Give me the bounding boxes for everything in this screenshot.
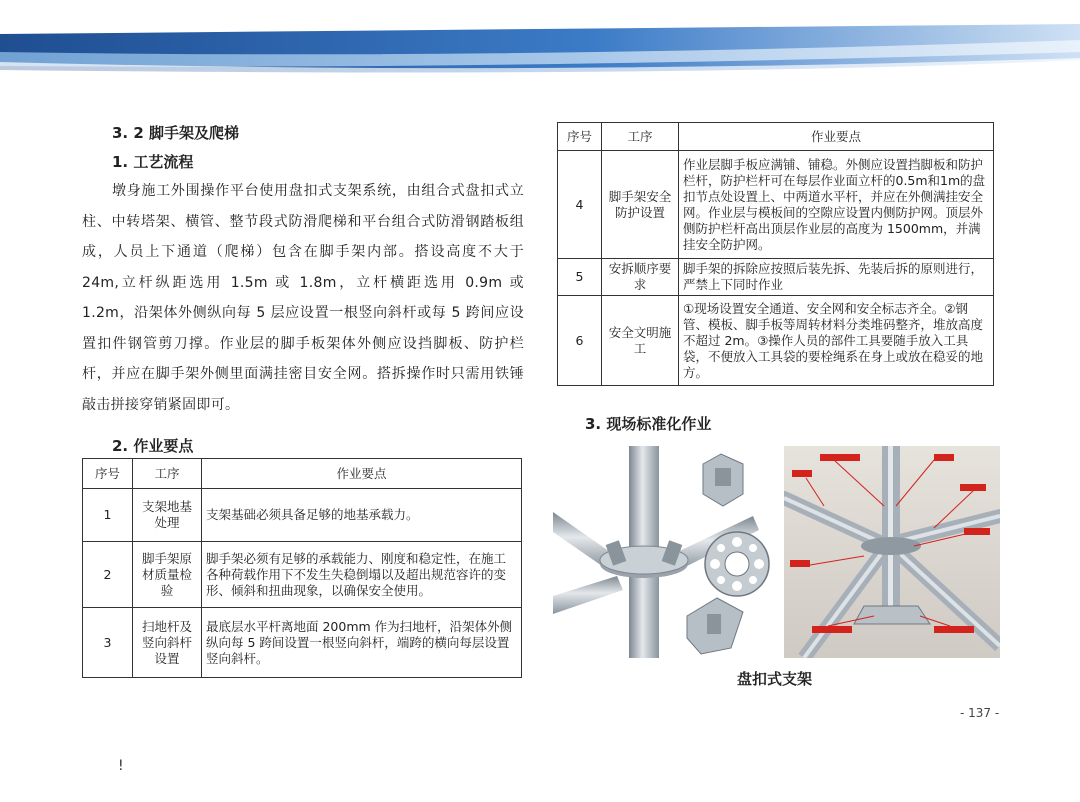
scaffold-node-photo [553,446,777,658]
table-row [558,296,994,386]
process-title: 1. 工艺流程 [112,153,194,171]
page-number: - 137 - [960,706,1000,720]
row-no: 5 [558,259,602,296]
row-key: ①现场设置安全通道、安全网和安全标志齐全。②钢管、模板、脚手板等周转材料分类堆码整齐，堆放高度不超过 2m。③操作人员的部件工具要随手放入工具袋，不便放入工具袋的要栓绳系在身上或放在稳妥的地方。 [679,296,994,386]
photo-caption: 盘扣式支架 [737,670,813,688]
row-no: 3 [83,608,133,678]
header-step: 工序 [133,459,202,489]
table-row [83,489,522,542]
table-header-row [558,123,994,151]
row-no: 2 [83,542,133,608]
row-no: 4 [558,151,602,259]
key-points-table-2 [557,122,994,386]
table-row [83,608,522,678]
row-key: 最底层水平杆离地面 200mm 作为扫地杆，沿架体外侧纵向每 5 跨间设置一根竖向斜杆，端跨的横向每层设置竖向斜杆。 [202,608,522,678]
row-step: 安全文明施工 [602,296,679,386]
section-title: 3. 2 脚手架及爬梯 [112,124,240,142]
header-key: 作业要点 [202,459,522,489]
table-row [558,259,994,296]
table-row [83,542,522,608]
row-key: 作业层脚手板应满铺、铺稳。外侧应设置挡脚板和防护栏杆，防护栏杆可在每层作业面立杆的0.5m和1m的盘扣节点处设置上、中两道水平杆，并应在外侧满挂安全网。作业层与模板间的空隙应设置内侧防护网。顶层外侧防护栏杆高出顶层作业层的高度为 1500mm，并满挂安全防护网。 [679,151,994,259]
row-step: 安拆顺序要求 [602,259,679,296]
row-key: 支架基础必须具备足够的地基承载力。 [202,489,522,542]
table-row [558,151,994,259]
row-step: 脚手架安全防护设置 [602,151,679,259]
header-no: 序号 [558,123,602,151]
row-no: 6 [558,296,602,386]
header-step: 工序 [602,123,679,151]
row-step: 支架地基处理 [133,489,202,542]
header-banner [0,0,1080,80]
row-step: 脚手架原材质量检验 [133,542,202,608]
key-points-table-1 [82,458,522,678]
row-no: 1 [83,489,133,542]
row-key: 脚手架必须有足够的承载能力、刚度和稳定性，在施工各种荷载作用下不发生失稳倒塌以及超出规范容许的变形、倾斜和扭曲现象，以确保安全使用。 [202,542,522,608]
scaffold-joint-photo [784,446,1000,658]
key-points-title: 2. 作业要点 [112,437,194,455]
standard-work-title: 3. 现场标准化作业 [585,415,712,433]
row-step: 扫地杆及竖向斜杆设置 [133,608,202,678]
header-key: 作业要点 [679,123,994,151]
row-key: 脚手架的拆除应按照后装先拆、先装后拆的原则进行，严禁上下同时作业 [679,259,994,296]
header-no: 序号 [83,459,133,489]
process-paragraph: 墩身施工外围操作平台使用盘扣式支架系统，由组合式盘扣式立柱、中转塔架、横管、整节段式防滑爬梯和平台组合式防滑钢踏板组成，人员上下通道（爬梯）包含在脚手架内部。搭设高度不大于 24m,立杆纵距选用 1.5m 或 1.8m，立杆横距选用 0.9m 或 1.2m，沿架体外侧纵向每 5 层应设置一根竖向斜杆或每 5 跨间应设置扣件钢管剪刀撑。作业层的脚手板架体外侧应设挡脚板、防护栏杆，并应在脚手架外侧里面满挂密目安全网。搭拆操作时只需用铁锤敲击拼接穿销紧固即可。 [82,183,524,413]
footer-mark: ! [118,758,124,774]
left-column [82,118,524,460]
table-header-row [83,459,522,489]
